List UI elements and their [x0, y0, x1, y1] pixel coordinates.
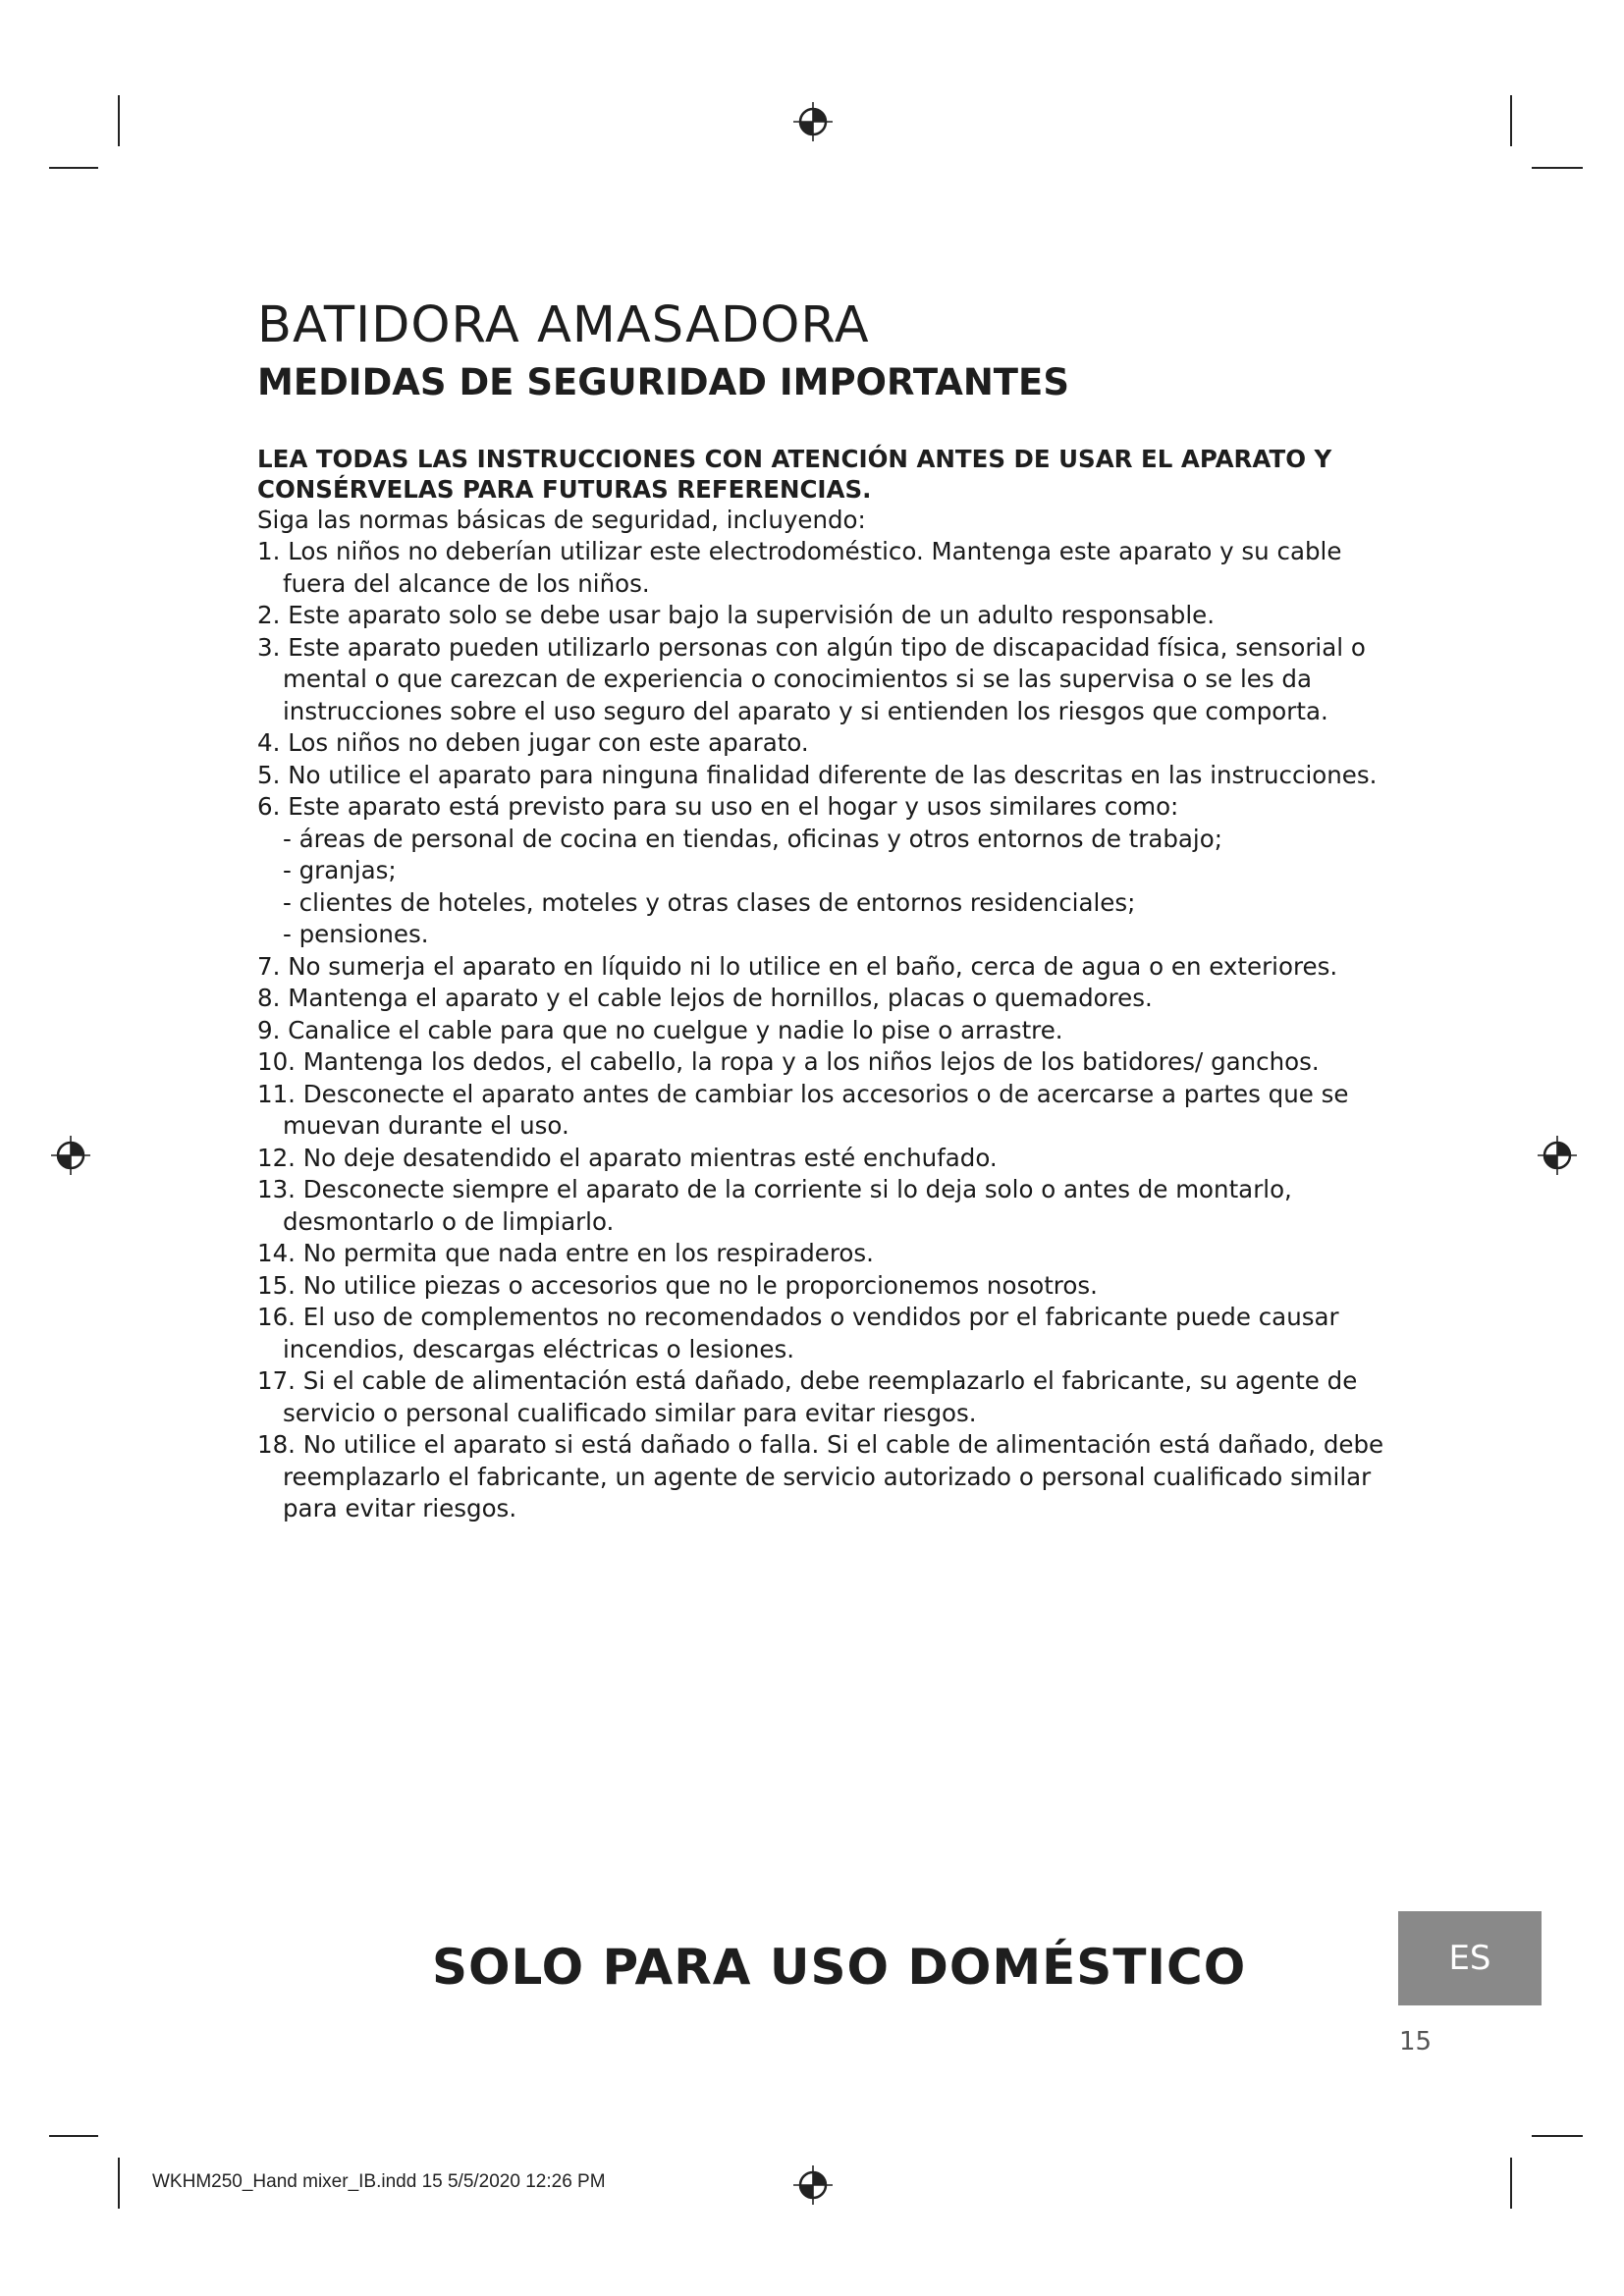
- list-item: [257, 791, 1386, 951]
- list-item-text: No utilice el aparato si está dañado o falla. Si el cable de alimentación está dañado, debe reemplazarlo el fabricante, un agente de servicio autorizado o personal cualificado similar para evitar riesgos.: [283, 1430, 1384, 1522]
- list-item-number: 18.: [257, 1430, 296, 1459]
- list-item-text: No permita que nada entre en los respiraderos.: [302, 1239, 874, 1267]
- warning-lead: LEA TODAS LAS INSTRUCCIONES CON ATENCIÓN ANTES DE USAR EL APARATO Y CONSÉRVELAS PARA FUTURAS REFERENCIAS.: [257, 445, 1332, 504]
- list-item-text: No utilice piezas o accesorios que no le proporcionemos nosotros.: [302, 1270, 1098, 1300]
- list-item-number: 11.: [257, 1079, 296, 1108]
- crop-mark-top-right-horizontal: [1532, 167, 1583, 169]
- list-item-number: 3.: [257, 632, 281, 662]
- registration-target-icon: [793, 102, 833, 141]
- list-item-text: Mantenga los dedos, el cabello, la ropa y a los niños lejos de los batidores/ ganchos.: [302, 1047, 1320, 1076]
- list-subitem: - clientes de hoteles, moteles y otras clases de entornos residenciales;: [283, 887, 1136, 917]
- list-item-number: 17.: [257, 1366, 296, 1395]
- list-item: [257, 600, 1386, 632]
- list-item-text: No utilice el aparato para ninguna finalidad diferente de las descritas en las instrucciones.: [288, 760, 1378, 789]
- list-item-number: 10.: [257, 1047, 296, 1076]
- crop-mark-top-left-vertical: [118, 95, 120, 146]
- list-item-number: 9.: [257, 1015, 281, 1044]
- list-item-number: 12.: [257, 1143, 296, 1172]
- section-heading: MEDIDAS DE SEGURIDAD IMPORTANTES: [257, 361, 1069, 403]
- list-item: [257, 1270, 1386, 1303]
- list-item-text: No deje desatendido el aparato mientras esté enchufado.: [302, 1143, 998, 1172]
- list-item: [257, 1174, 1386, 1238]
- registration-target-icon: [51, 1136, 90, 1175]
- list-item-number: 8.: [257, 984, 281, 1012]
- crop-mark-bottom-left-vertical: [118, 2158, 120, 2209]
- list-subitem: - granjas;: [283, 856, 397, 884]
- list-item-text: Este aparato pueden utilizarlo personas con algún tipo de discapacidad física, sensorial o mental o que carezcan de experiencia o conocimientos si se las supervisa o se les da instrucciones sobre el uso seguro del aparato y si entienden los riesgos que comporta.: [283, 632, 1366, 725]
- list-item-text: Este aparato está previsto para su uso en el hogar y usos similares como:: [288, 792, 1179, 821]
- list-item: [257, 951, 1386, 984]
- list-item-text: Canalice el cable para que no cuelgue y nadie lo pise o arrastre.: [288, 1015, 1063, 1044]
- list-item: [257, 1238, 1386, 1270]
- list-item: [257, 1015, 1386, 1047]
- list-item-text: Mantenga el aparato y el cable lejos de hornillos, placas o quemadores.: [288, 984, 1153, 1012]
- list-item-number: 1.: [257, 537, 281, 565]
- language-tab: ES: [1398, 1911, 1542, 2005]
- list-item-number: 15.: [257, 1270, 296, 1300]
- list-item: [257, 1079, 1386, 1143]
- crop-mark-top-left-horizontal: [49, 167, 98, 169]
- list-item-text: Desconecte el aparato antes de cambiar los accesorios o de acercarse a partes que se muevan durante el uso.: [283, 1079, 1349, 1140]
- list-item-number: 13.: [257, 1175, 296, 1203]
- list-item: [257, 760, 1386, 792]
- registration-target-icon: [1538, 1136, 1577, 1175]
- list-item: [257, 632, 1386, 728]
- list-item-number: 4.: [257, 728, 281, 757]
- list-item-number: 5.: [257, 760, 281, 789]
- list-item-text: Los niños no deberían utilizar este electrodoméstico. Mantenga este aparato y su cable fuera del alcance de los niños.: [283, 537, 1342, 598]
- list-item-text: El uso de complementos no recomendados o vendidos por el fabricante puede causar incendios, descargas eléctricas o lesiones.: [283, 1303, 1339, 1363]
- intro-text: Siga las normas básicas de seguridad, incluyendo:: [257, 506, 866, 534]
- list-subitem: - áreas de personal de cocina en tiendas, oficinas y otros entornos de trabajo;: [283, 824, 1222, 853]
- list-item-number: 16.: [257, 1303, 296, 1331]
- footer-title: SOLO PARA USO DOMÉSTICO: [432, 1939, 1247, 1996]
- document-title: BATIDORA AMASADORA: [257, 296, 870, 354]
- list-subitem: - pensiones.: [283, 920, 429, 948]
- list-item-text: No sumerja el aparato en líquido ni lo utilice en el baño, cerca de agua o en exteriores.: [288, 951, 1338, 981]
- list-item-number: 2.: [257, 601, 281, 629]
- crop-mark-bottom-left-horizontal: [49, 2135, 98, 2137]
- list-item: [257, 1046, 1386, 1079]
- list-item-text: Desconecte siempre el aparato de la corriente si lo deja solo o antes de montarlo, desmontarlo o de limpiarlo.: [283, 1175, 1292, 1236]
- crop-mark-bottom-right-vertical: [1510, 2158, 1512, 2209]
- crop-mark-top-right-vertical: [1510, 95, 1512, 146]
- document-body: [257, 294, 1386, 1525]
- list-item-text: Este aparato solo se debe usar bajo la supervisión de un adulto responsable.: [288, 601, 1216, 629]
- list-item: [257, 1429, 1386, 1525]
- list-item: [257, 727, 1386, 760]
- safety-rules-list: [257, 536, 1386, 1525]
- registration-target-icon: [793, 2165, 833, 2205]
- list-item-number: 14.: [257, 1239, 296, 1267]
- list-item-number: 6.: [257, 792, 281, 821]
- list-item-number: 7.: [257, 951, 281, 981]
- list-item: [257, 1143, 1386, 1175]
- list-item: [257, 1302, 1386, 1365]
- page-number: 15: [1399, 2027, 1433, 2056]
- list-item: [257, 983, 1386, 1015]
- crop-mark-bottom-right-horizontal: [1532, 2135, 1583, 2137]
- list-item-text: Los niños no deben jugar con este aparato.: [288, 728, 809, 757]
- slug-line: WKHM250_Hand mixer_IB.indd 15 5/5/2020 12:26 PM: [152, 2171, 606, 2192]
- list-item-text: Si el cable de alimentación está dañado, debe reemplazarlo el fabricante, su agente de servicio o personal cualificado similar para evitar riesgos.: [283, 1366, 1358, 1427]
- list-item: [257, 1365, 1386, 1429]
- list-item: [257, 536, 1386, 600]
